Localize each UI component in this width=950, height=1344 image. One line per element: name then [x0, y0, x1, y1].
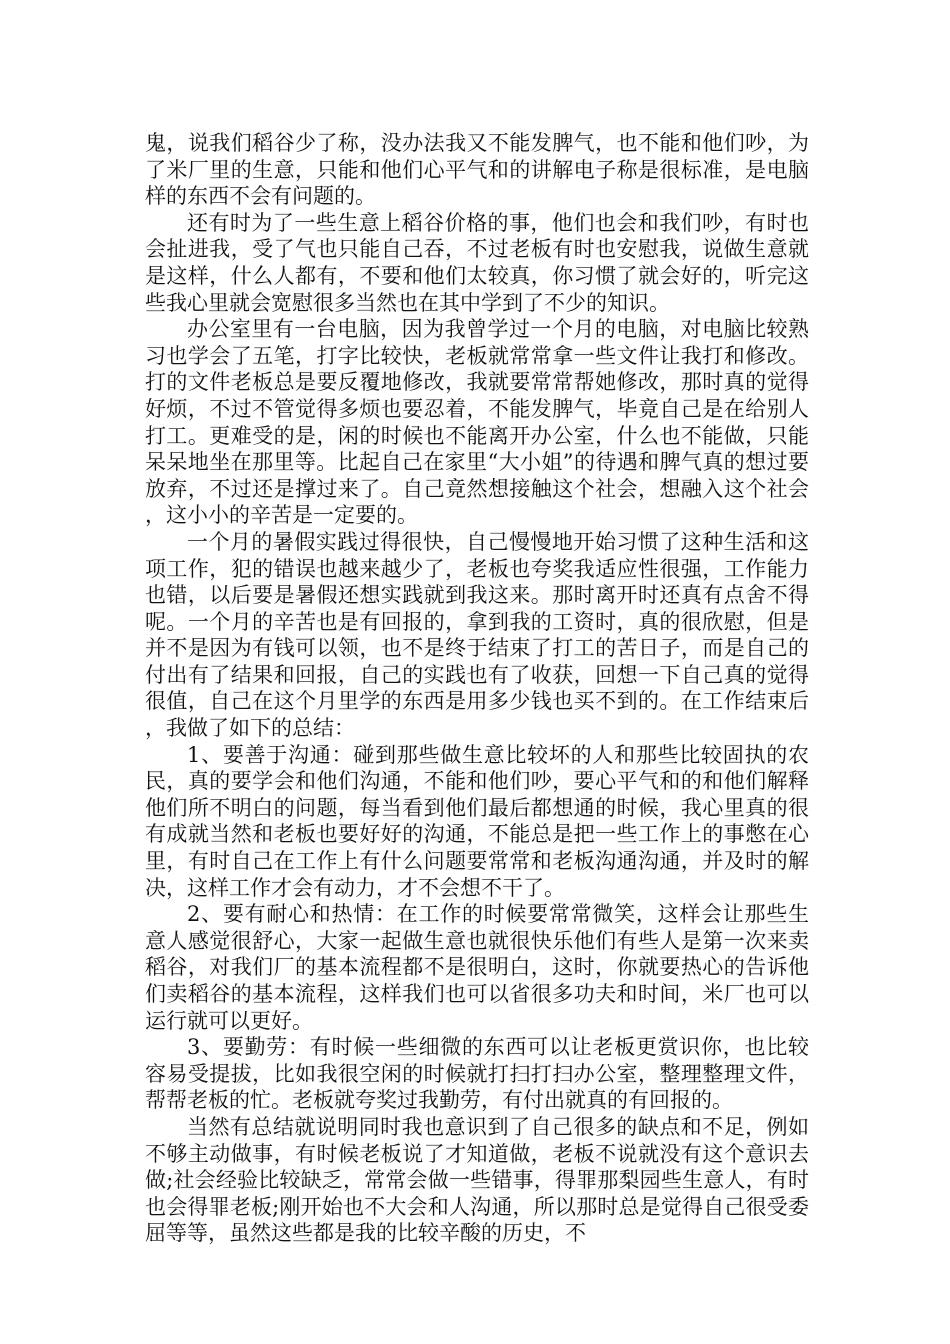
paragraph-shortcomings: 当然有总结就说明同时我也意识到了自己很多的缺点和不足，例如不够主动做事，有时候老板说了才知道做，老板不说就没有这个意识去做;社会经验比较缺乏，常常会做一些错事，得罪那梨园些生意人，有时也会得罪老板;刚开始也不大会和人沟通，所以那时总是觉得自己很受委屈等等，虽然这些都是我的比较辛酸的历史，不 — [145, 1114, 809, 1246]
summary-item-1: 1、要善于沟通：碰到那些做生意比较坏的人和那些比较固执的农民，真的要学会和他们沟通，不能和他们吵，要心平气和的和他们解释他们所不明白的问题，每当看到他们最后都想通的时候，我心里真的很有成就当然和老板也要好好的沟通，不能总是把一些工作上的事憋在心里，有时自己在工作上有什么问题要常常和老板沟通沟通，并及时的解决，这样工作才会有动力，才不会想不干了。 — [145, 742, 809, 900]
paragraph-2: 还有时为了一些生意上稻谷价格的事，他们也会和我们吵，有时也会扯进我，受了气也只能自己吞，不过老板有时也安慰我，说做生意就是这样，什么人都有，不要和他们太较真，你习惯了就会好的，听完这些我心里就会宽慰很多当然也在其中学到了不少的知识。 — [145, 210, 809, 315]
paragraph-1: 鬼，说我们稻谷少了称，没办法我又不能发脾气，也不能和他们吵，为了米厂里的生意，只能和他们心平气和的讲解电子称是很标准，是电脑样的东西不会有问题的。 — [145, 131, 809, 209]
paragraph-3: 办公室里有一台电脑，因为我曾学过一个月的电脑，对电脑比较熟习也学会了五笔，打字比较快，老板就常常拿一些文件让我打和修改。打的文件老板总是要反覆地修改，我就要常常帮她修改，那时真的觉得好烦，不过不管觉得多烦也要忍着，不能发脾气，毕竟自己是在给别人打工。更难受的是，闲的时候也不能离开办公室，什么也不能做，只能呆呆地坐在那里等。比起自己在家里“大小姐”的待遇和脾气真的想过要放弃，不过还是撑过来了。自己竟然想接触这个社会，想融入这个社会，这小小的辛苦是一定要的。 — [145, 317, 809, 528]
document-page — [145, 130, 809, 1247]
summary-item-3: 3、要勤劳：有时候一些细微的东西可以让老板更赏识你，也比较容易受提拔，比如我很空闲的时候就打扫打扫办公室，整理整理文件，帮帮老板的忙。老板就夸奖过我勤劳，有付出就真的有回报的。 — [145, 1035, 809, 1113]
paragraph-4: 一个月的暑假实践过得很快，自己慢慢地开始习惯了这种生活和这项工作，犯的错误也越来越少了，老板也夸奖我适应性很强，工作能力也错，以后要是暑假还想实践就到我这来。那时离开时还真有点舍不得呢。一个月的辛苦也是有回报的，拿到我的工资时，真的很欣慰，但是并不是因为有钱可以领，也不是终于结束了打工的苦日子，而是自己的付出有了结果和回报，自己的实践也有了收获，回想一下自己真的觉得很值，自己在这个月里学的东西是用多少钱也买不到的。在工作结束后，我做了如下的总结： — [145, 529, 809, 741]
summary-item-2: 2、要有耐心和热情：在工作的时候要常常微笑，这样会让那些生意人感觉很舒心，大家一起做生意也就很快乐他们有些人是第一次来卖稻谷，对我们厂的基本流程都不是很明白，这时，你就要热心的告诉他们卖稻谷的基本流程，这样我们也可以省很多功夫和时间，米厂也可以运行就可以更好。 — [145, 902, 809, 1033]
